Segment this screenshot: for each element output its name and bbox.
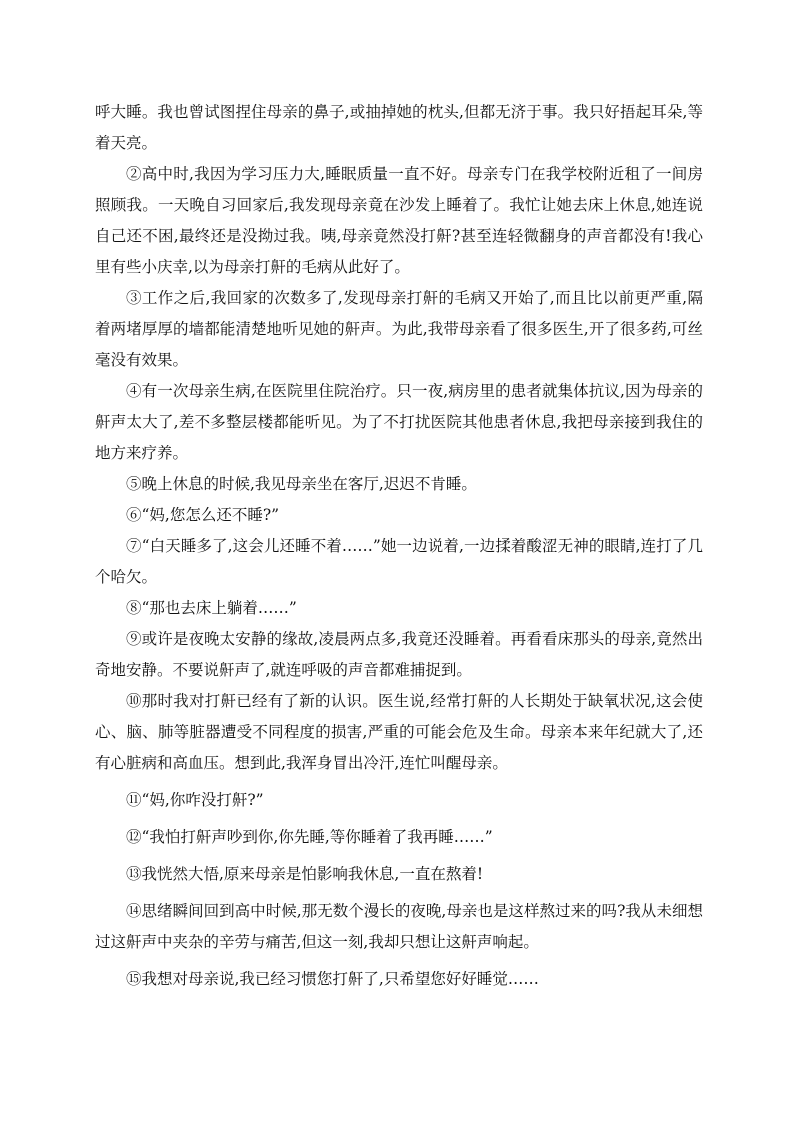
paragraph-1-continued: 呼大睡。我也曾试图捏住母亲的鼻子,或抽掉她的枕头,但都无济于事。我只好捂起耳朵,等着天亮。 <box>95 103 703 152</box>
paragraph-14: ⑭思绪瞬间回到高中时候,那无数个漫长的夜晚,母亲也是这样熬过来的吗?我从未细想过这鼾声中夹杂的辛劳与痛苦,但这一刻,我却只想让这鼾声响起。 <box>95 902 703 951</box>
paragraph-2: ②高中时,我因为学习压力大,睡眠质量一直不好。母亲专门在我学校附近租了一间房照顾我。一天晚自习回家后,我发现母亲竟在沙发上睡着了。我忙让她去床上休息,她连说自己还不困,最终还是没拗过我。咦,母亲竟然没打鼾?甚至连轻微翻身的声音都没有!我心里有些小庆幸,以为母亲打鼾的毛病从此好了。 <box>95 165 703 276</box>
paragraph-10: ⑩那时我对打鼾已经有了新的认识。医生说,经常打鼾的人长期处于缺氧状况,这会使心、脑、肺等脏器遭受不同程度的损害,严重的可能会危及生命。母亲本来年纪就大了,还有心脏病和高血压。想到此,我浑身冒出冷汗,连忙叫醒母亲。 <box>95 692 703 772</box>
paragraph-15: ⑮我想对母亲说,我已经习惯您打鼾了,只希望您好好睡觉…… <box>126 970 539 988</box>
paragraph-13: ⑬我恍然大悟,原来母亲是怕影响我休息,一直在熬着! <box>126 865 484 883</box>
paragraph-6: ⑥“妈,您怎么还不睡?” <box>126 506 280 524</box>
paragraph-8: ⑧“那也去床上躺着……” <box>126 599 297 617</box>
paragraph-11: ⑪“妈,你咋没打鼾?” <box>126 791 264 809</box>
paragraph-4: ④有一次母亲生病,在医院里住院治疗。只一夜,病房里的患者就集体抗议,因为母亲的鼾声太大了,差不多整层楼都能听见。为了不打扰医院其他患者休息,我把母亲接到我住的地方来疗养。 <box>95 382 703 462</box>
paragraph-5: ⑤晚上休息的时候,我见母亲坐在客厅,迟迟不肯睡。 <box>126 475 477 493</box>
paragraph-12: ⑫“我怕打鼾声吵到你,你先睡,等你睡着了我再睡……” <box>126 828 493 846</box>
article-body <box>95 97 703 995</box>
paragraph-7: ⑦“白天睡多了,这会儿还睡不着……”她一边说着,一边揉着酸涩无神的眼睛,连打了几个哈欠。 <box>95 537 703 586</box>
paragraph-3: ③工作之后,我回家的次数多了,发现母亲打鼾的毛病又开始了,而且比以前更严重,隔着两堵厚厚的墙都能清楚地听见她的鼾声。为此,我带母亲看了很多医生,开了很多药,可丝毫没有效果。 <box>95 289 703 369</box>
paragraph-9: ⑨或许是夜晚太安静的缘故,凌晨两点多,我竟还没睡着。再看看床那头的母亲,竟然出奇地安静。不要说鼾声了,就连呼吸的声音都难捕捉到。 <box>95 630 703 679</box>
